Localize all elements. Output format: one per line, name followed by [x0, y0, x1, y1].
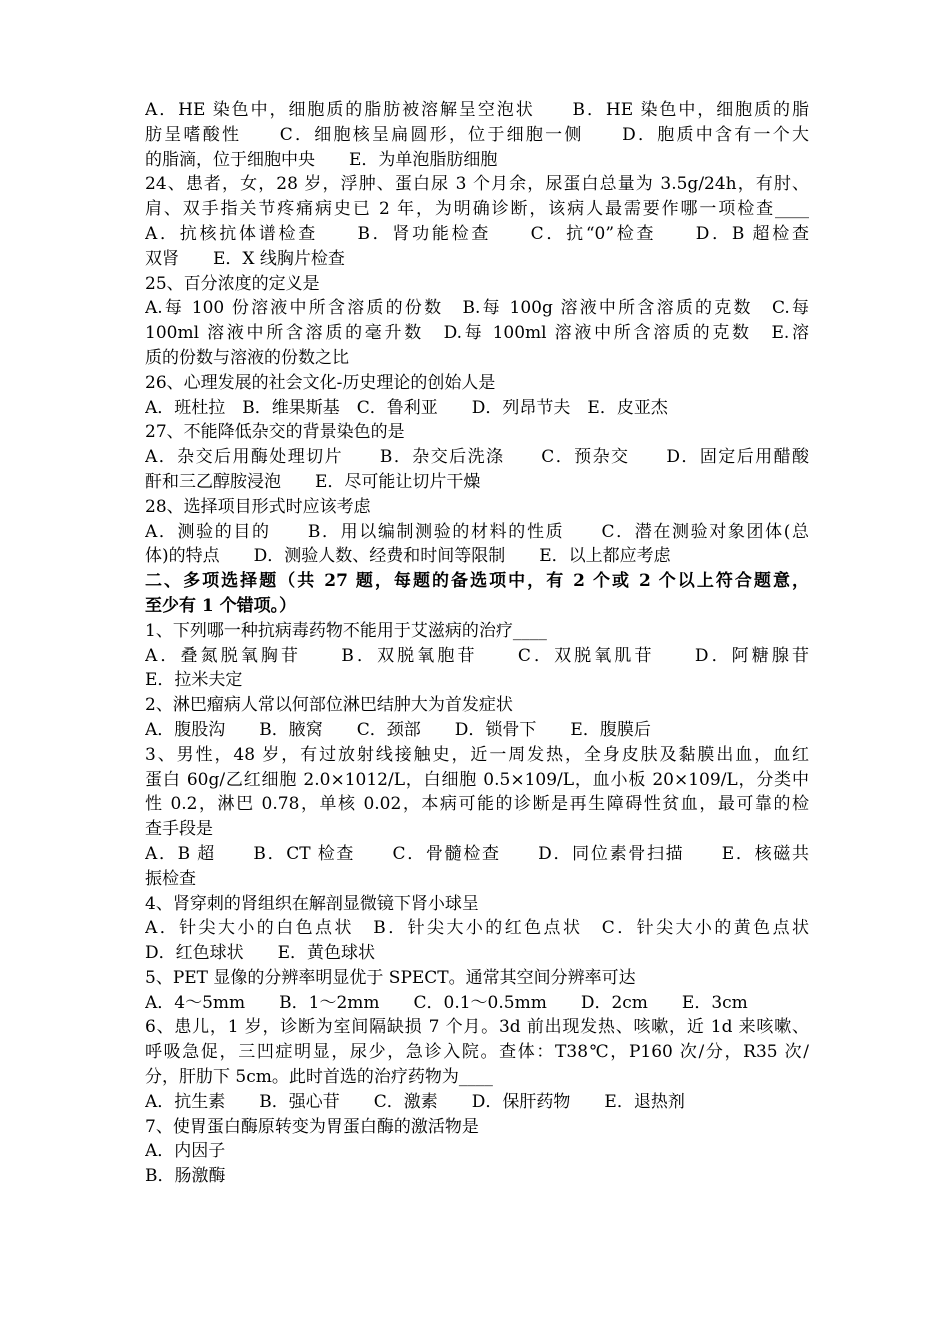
text-line: 体)的特点 D．测验人数、经费和时间等限制 E．以上都应考虑	[145, 546, 671, 567]
text-line: A．B 超 B．CT 检查 C．骨髓检查 D．同位素骨扫描 E．核磁共	[145, 843, 809, 864]
text-line: 1、下列哪一种抗病毒药物不能用于艾滋病的治疗____	[145, 620, 547, 641]
text-line: B．肠激酶	[145, 1166, 226, 1187]
text-line: 7、使胃蛋白酶原转变为胃蛋白酶的激活物是	[145, 1116, 479, 1137]
text-line: 振检查	[145, 868, 196, 889]
document-body	[145, 98, 809, 1189]
text-line: 性 0.2，淋巴 0.78，单核 0.02，本病可能的诊断是再生障碍性贫血，最可靠的检	[145, 794, 809, 815]
text-line: A．内因子	[145, 1141, 226, 1162]
section-heading-line: 二、多项选择题（共 27 题，每题的备选项中，有 2 个或 2 个以上符合题意，	[145, 571, 809, 592]
text-line: 6、患儿，1 岁，诊断为室间隔缺损 7 个月。3d 前出现发热、咳嗽，近 1d 来咳嗽、	[145, 1017, 809, 1038]
text-line: 100ml 溶液中所含溶质的毫升数 D.每 100ml 溶液中所含溶质的克数 E.溶	[145, 323, 809, 344]
text-line: 24、患者，女，28 岁，浮肿、蛋白尿 3 个月余，尿蛋白总量为 3.5g/24h，有肘、	[145, 174, 809, 195]
section-heading-line: 至少有 1 个错项。）	[145, 595, 297, 616]
text-line: 4、肾穿刺的肾组织在解剖显微镜下肾小球呈	[145, 893, 479, 914]
text-line: 蛋白 60g/乙红细胞 2.0×1012/L，白细胞 0.5×109/L，血小板 20×109/L，分类中	[145, 769, 809, 790]
text-line: 5、PET 显像的分辨率明显优于 SPECT。通常其空间分辨率可达	[145, 967, 636, 988]
text-line: 26、心理发展的社会文化-历史理论的创始人是	[145, 372, 496, 393]
text-line: 3、男性，48 岁，有过放射线接触史，近一周发热，全身皮肤及黏膜出血，血红	[145, 744, 809, 765]
text-line: A.每 100 份溶液中所含溶质的份数 B.每 100g 溶液中所含溶质的克数 C.每	[145, 298, 809, 319]
text-line: A．抗核抗体谱检查 B．肾功能检查 C．抗“0”检查 D．B 超检查	[145, 223, 809, 244]
text-line: 质的份数与溶液的份数之比	[145, 347, 349, 368]
text-line: A．HE 染色中，细胞质的脂肪被溶解呈空泡状 B．HE 染色中，细胞质的脂	[145, 100, 809, 120]
text-line: 肪呈嗜酸性 C．细胞核呈扁圆形，位于细胞一侧 D．胞质中含有一个大	[145, 124, 809, 145]
text-line: 2、淋巴瘤病人常以何部位淋巴结肿大为首发症状	[145, 695, 513, 716]
text-line: A．腹股沟 B．腋窝 C．颈部 D．锁骨下 E．腹膜后	[145, 719, 651, 740]
text-line: 分，肝肋下 5cm。此时首选的治疗药物为____	[145, 1067, 493, 1088]
text-line: A．针尖大小的白色点状 B．针尖大小的红色点状 C．针尖大小的黄色点状	[145, 918, 809, 939]
text-line: A．抗生素 B．强心苷 C．激素 D．保肝药物 E．退热剂	[145, 1091, 685, 1112]
text-line: 查手段是	[145, 819, 213, 840]
text-line: 双肾 E．X 线胸片检查	[145, 248, 345, 269]
text-line: A．杂交后用酶处理切片 B．杂交后洗涤 C．预杂交 D．固定后用醋酸	[145, 447, 809, 468]
text-line: A．班杜拉 B．维果斯基 C．鲁利亚 D．列昂节夫 E．皮亚杰	[145, 397, 668, 418]
text-line: D．红色球状 E．黄色球状	[145, 943, 376, 964]
text-line: 酐和三乙醇胺浸泡 E．尽可能让切片干燥	[145, 471, 481, 492]
text-line: E．拉米夫定	[145, 670, 243, 691]
text-line: 呼吸急促，三凹症明显，尿少，急诊入院。查体：T38℃，P160 次/分，R35 次/	[145, 1042, 809, 1063]
text-line: A．4～5mm B．1～2mm C．0.1～0.5mm D．2cm E．3cm	[145, 992, 748, 1013]
text-line: 的脂滴，位于细胞中央 E．为单泡脂肪细胞	[145, 149, 498, 170]
text-line: A．叠氮脱氧胸苷 B．双脱氧胞苷 C．双脱氧肌苷 D．阿糖腺苷	[145, 645, 809, 666]
text-line: 28、选择项目形式时应该考虑	[145, 496, 371, 517]
text-line: 25、百分浓度的定义是	[145, 273, 320, 294]
text-line: A．测验的目的 B．用以编制测验的材料的性质 C．潜在测验对象团体(总	[145, 521, 809, 542]
text-line: 27、不能降低杂交的背景染色的是	[145, 422, 405, 443]
text-line: 肩、双手指关节疼痛病史已 2 年，为明确诊断，该病人最需要作哪一项检查____	[145, 199, 809, 220]
